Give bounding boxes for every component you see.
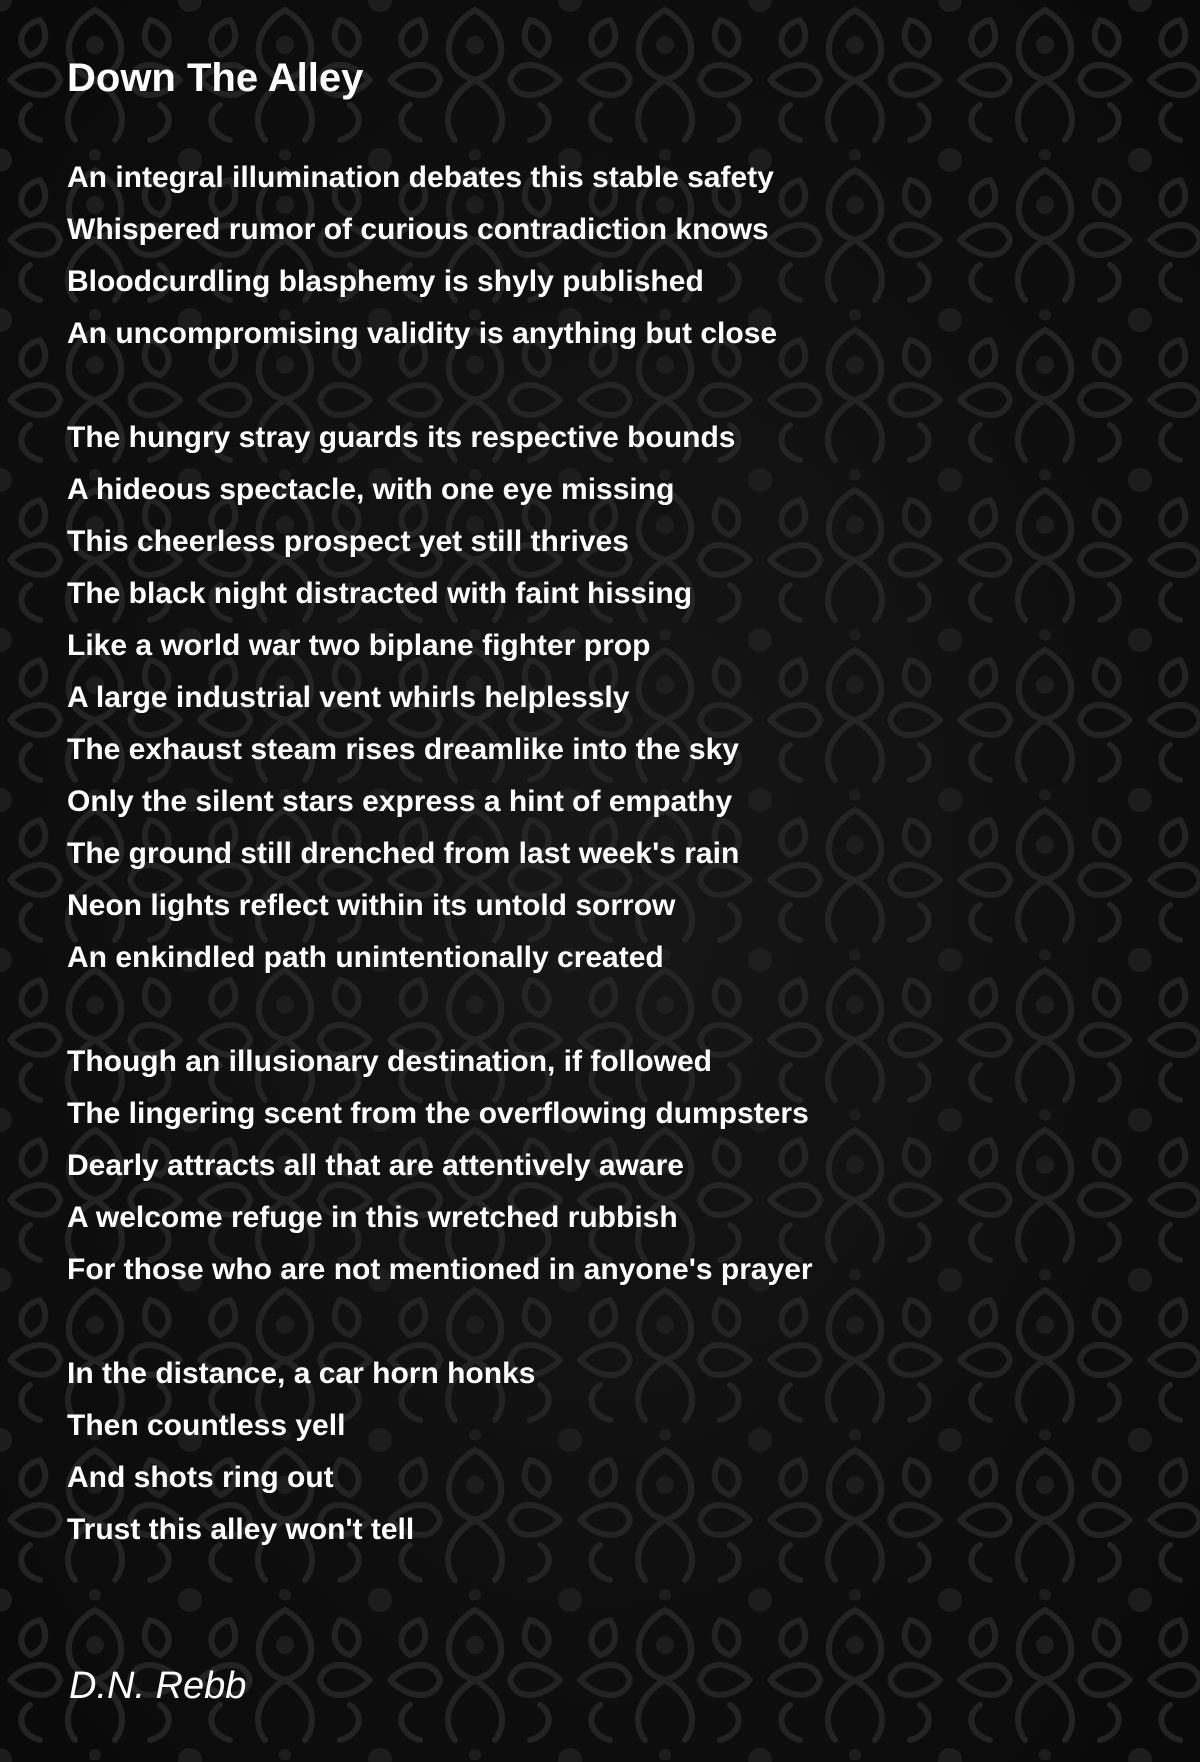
poem-stanza: [67, 1348, 1167, 1556]
poem-line: And shots ring out: [67, 1461, 334, 1494]
poem-line: Though an illusionary destination, if followed: [67, 1045, 712, 1078]
poem-line: The lingering scent from the overflowing dumpsters: [67, 1097, 809, 1130]
poem-line: Trust this alley won't tell: [67, 1513, 415, 1546]
poem-line: This cheerless prospect yet still thrives: [67, 525, 629, 558]
poem-line: A hideous spectacle, with one eye missing: [67, 473, 675, 506]
poem-line: Then countless yell: [67, 1409, 346, 1442]
poem-line: Neon lights reflect within its untold sorrow: [67, 889, 676, 922]
poem-line: In the distance, a car horn honks: [67, 1357, 536, 1390]
poem-line: The ground still drenched from last week's rain: [67, 837, 740, 870]
poem-line: Bloodcurdling blasphemy is shyly published: [67, 265, 704, 298]
poem-title: Down The Alley: [67, 56, 364, 100]
poem-stanza: [67, 1036, 1167, 1296]
poem-line: Only the silent stars express a hint of empathy: [67, 785, 733, 818]
poem-line: Like a world war two biplane fighter prop: [67, 629, 651, 662]
poem-stanza: [67, 412, 1167, 984]
poem-line: Whispered rumor of curious contradiction knows: [67, 213, 769, 246]
poem-line: An enkindled path unintentionally created: [67, 941, 664, 974]
poem-line: A large industrial vent whirls helplessly: [67, 681, 630, 714]
poem-author: D.N. Rebb: [69, 1665, 247, 1707]
poem-line: An integral illumination debates this stable safety: [67, 161, 774, 194]
poem-line: For those who are not mentioned in anyone's prayer: [67, 1253, 813, 1286]
poem-line: The hungry stray guards its respective bounds: [67, 421, 736, 454]
poem-line: An uncompromising validity is anything but close: [67, 317, 778, 350]
poem-line: The black night distracted with faint hissing: [67, 577, 693, 610]
poem-line: A welcome refuge in this wretched rubbish: [67, 1201, 678, 1234]
poem-line: Dearly attracts all that are attentively aware: [67, 1149, 684, 1182]
poem-line: The exhaust steam rises dreamlike into the sky: [67, 733, 739, 766]
poem-body: [67, 152, 1167, 1608]
poem-stanza: [67, 152, 1167, 360]
